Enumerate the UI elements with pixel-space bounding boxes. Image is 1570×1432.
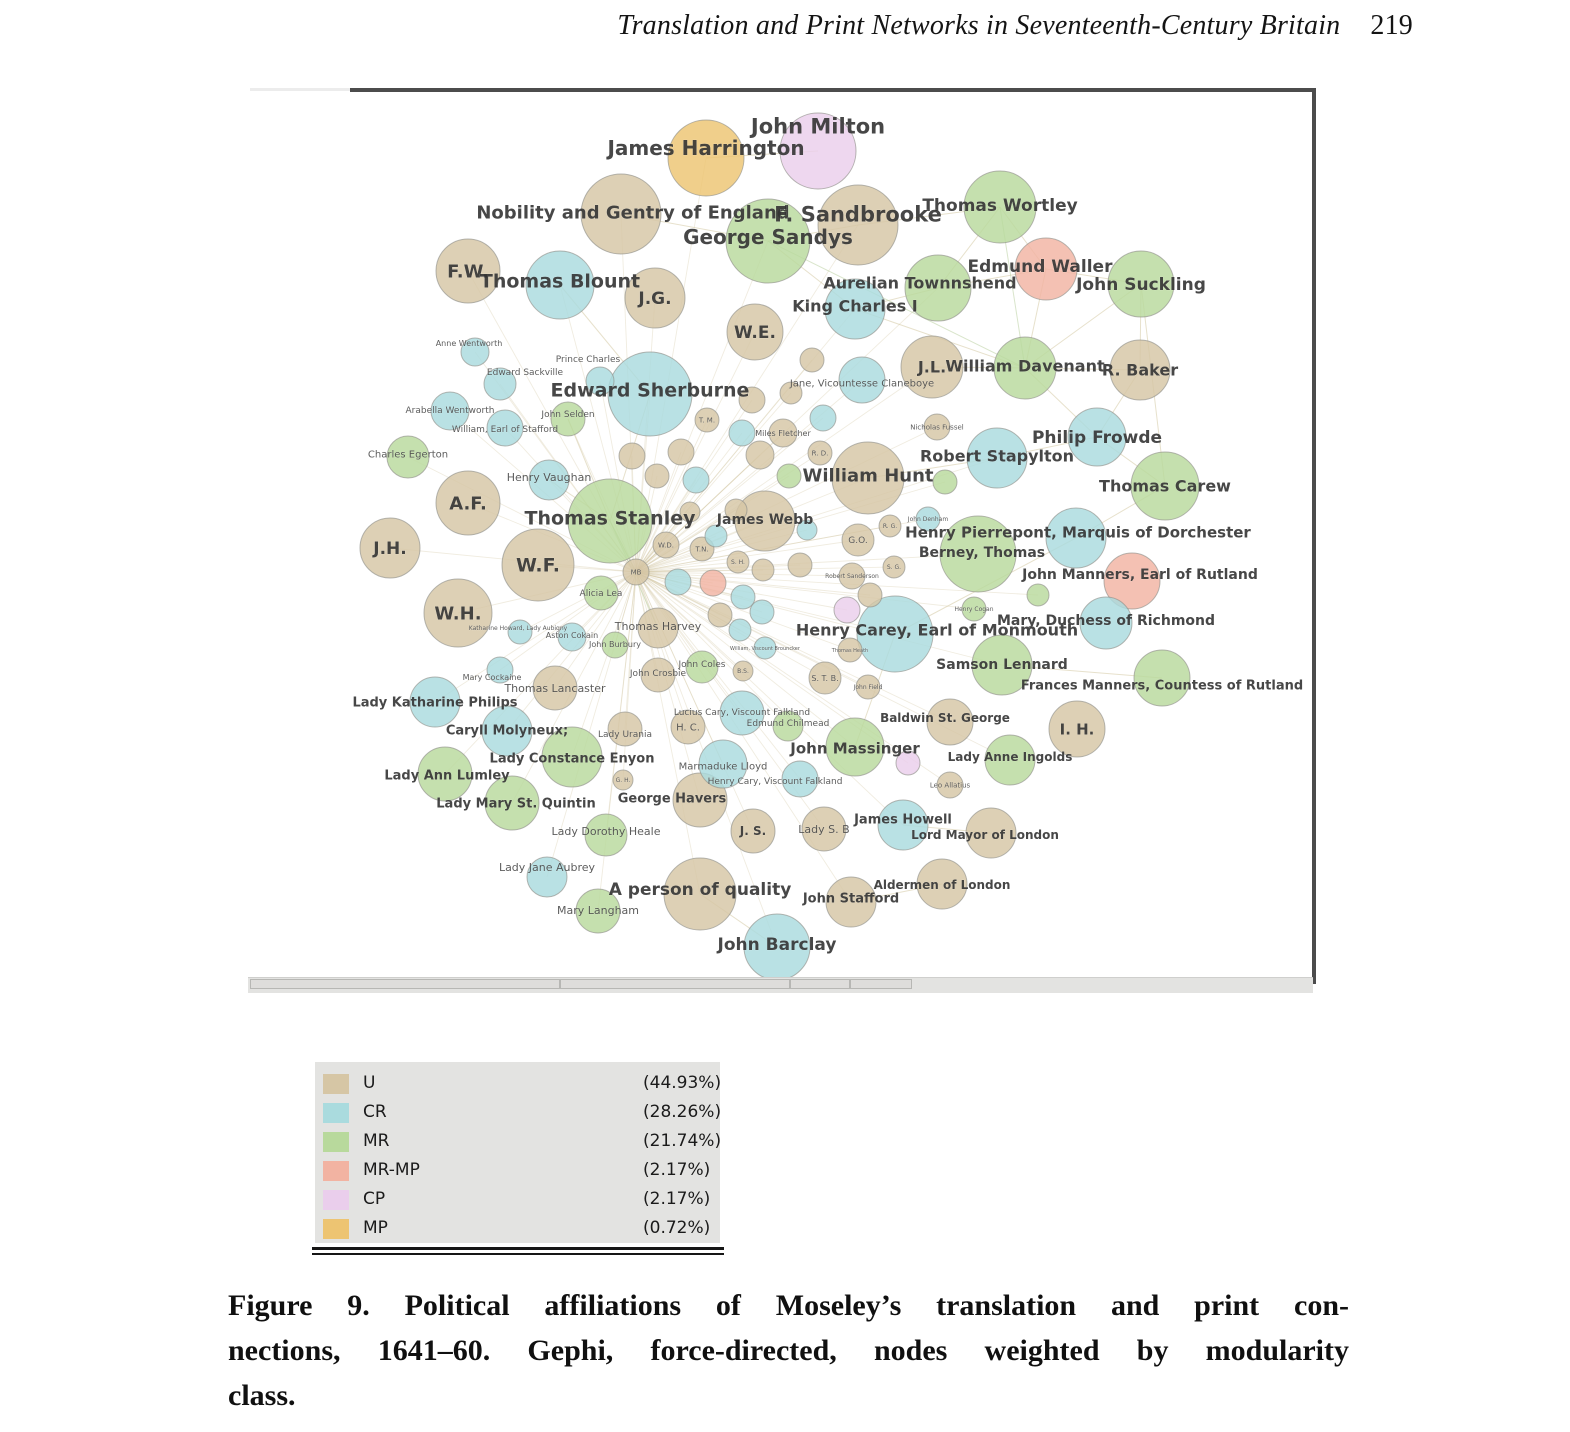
network-node-label: B.S. [737,668,749,676]
network-node-label: Robert Sanderson [825,573,879,581]
legend-swatch [323,1103,349,1123]
legend-percentage: (28.26%) [643,1102,722,1122]
legend-swatch [323,1190,349,1210]
network-node [645,464,669,488]
network-node-label: John Coles [678,660,726,671]
network-node [800,348,824,372]
network-node-label: John Suckling [1076,274,1206,295]
network-node-label: Marmaduke Lloyd [678,761,768,773]
legend-label: CR [363,1102,387,1122]
network-node-label: J.L. [917,357,947,377]
legend-percentage: (44.93%) [643,1073,722,1093]
network-node-label: King Charles I [792,296,918,316]
network-node-label: Edmund Chilmead [746,719,830,730]
network-node [858,583,882,607]
network-node-label: Charles Egerton [367,449,449,461]
network-node-label: J. S. [739,824,767,839]
network-node [777,464,801,488]
network-node-label: Henry Cogan [954,606,994,614]
network-node [810,405,836,431]
legend-percentage: (0.72%) [643,1218,711,1238]
modularity-legend [315,1062,720,1243]
network-node-label: T. M. [698,416,716,425]
legend-bottom-rule [312,1247,724,1255]
network-node-label: Edward Sherburne [550,379,750,402]
legend-swatch [323,1219,349,1239]
network-node-label: William Hunt [802,465,934,487]
network-node [619,443,645,469]
network-node-label: Thomas Harvey [614,619,702,633]
network-node-label: Nobility and Gentry of England [476,202,790,224]
network-node-label: Robert Stapylton [919,446,1075,466]
network-node-label: Jane, Vicountesse Claneboye [789,378,935,390]
network-node-label: John Field [853,684,883,692]
legend-label: MP [363,1218,388,1238]
network-node-label: John Stafford [802,891,900,907]
network-node-label: James Harrington [607,136,805,160]
network-node [700,570,726,596]
network-node [668,439,694,465]
network-node-label: R. Baker [1101,360,1179,380]
network-node-label: I. H. [1059,720,1095,739]
network-node-label: Lady Dorothy Heale [551,824,661,838]
legend-row [323,1157,720,1186]
legend-label: CP [363,1189,386,1209]
network-node [608,712,642,746]
legend-label: MR-MP [363,1160,420,1180]
running-head [617,10,1413,42]
network-node-label: William, Viscount Brouncker [730,645,800,652]
network-node-label: W.H. [434,603,482,625]
network-node-label: Thomas Carew [1099,476,1231,496]
network-node-label: William Davenant [945,356,1105,376]
legend-row [323,1070,720,1099]
network-node-label: Lord Mayor of London [911,828,1059,843]
network-node-label: John Denham [907,516,949,524]
network-node-label: Thomas Lancaster [504,681,606,695]
network-node-label: F.W. [447,261,489,283]
network-node-label: Aston Cokain [545,630,599,640]
network-node-label: R. G. [882,523,898,531]
network-node [752,559,774,581]
network-node-label: John Crosbie [629,669,687,680]
network-node-label: W.D. [658,541,674,550]
page-number: 219 [1370,10,1413,41]
network-node-label: Arabella Wentworth [405,406,495,417]
network-node-label: Lady Katharine Philips [352,695,518,711]
network-node-label: George Sandys [683,225,853,249]
network-node [665,569,691,595]
network-node-label: Lady Jane Aubrey [498,860,596,874]
network-node-label: Henry Carey, Earl of Monmouth [795,620,1079,640]
network-node-label: Nicholas Fussel [910,423,964,432]
network-node-label: William, Earl of Stafford [451,425,559,436]
caption-line: nections, 1641–60. Gephi, force-directed, nodes weighted by modularity [228,1334,1349,1367]
network-node [750,600,774,624]
legend-swatch [323,1132,349,1152]
network-node [729,420,755,446]
network-node-label: Thomas Wortley [922,195,1078,216]
network-node-label: G.O. [848,536,868,547]
network-node-label: John Burbury [589,639,641,649]
legend-swatch [323,1074,349,1094]
network-node-label: Henry Cary, Viscount Falkland [707,777,843,788]
network-node-label: John Massinger [790,739,920,758]
network-node [705,525,727,547]
legend-row [323,1215,720,1244]
network-node-label: A.F. [449,493,487,515]
network-graph [248,92,1315,977]
network-node-label: Lucius Cary, Viscount Falkland [673,708,811,719]
network-node-label: S. G. [886,564,902,572]
network-node-label: Lady Constance Enyon [489,751,655,767]
network-node-label: Henry Vaughan [506,470,592,484]
statusbar-segment [250,979,560,989]
legend-row [323,1186,720,1215]
network-node [788,553,812,577]
statusbar-segment [790,979,850,989]
network-node-label: Thomas Blount [479,270,641,293]
network-node-label: Anne Wentworth [435,338,503,348]
network-node-label: Miles Fletcher [755,428,811,438]
network-node-label: Leo Allatius [929,781,971,790]
figure-border-top-light [250,88,350,91]
figure-caption [228,1283,1349,1418]
network-node-label: F. Sandbrooke [774,202,942,227]
legend-percentage: (21.74%) [643,1131,722,1151]
network-node-label: Caryll Molyneux; [445,723,569,739]
network-node-label: Baldwin St. George [880,711,1010,726]
network-node-label: Lady Ann Lumley [384,768,510,784]
network-node-label: Mary, Duchess of Richmond [996,612,1216,629]
network-node-label: G. H. [615,777,631,785]
network-node-label: Mary Langham [556,903,640,917]
network-node-label: James Webb [716,511,814,528]
legend-percentage: (2.17%) [643,1189,711,1209]
network-node-label: H. C. [676,722,700,734]
legend-swatch [323,1161,349,1181]
network-node-label: Aurelian Townnshend [823,273,1017,293]
network-node [834,597,860,623]
network-node-label: James Howell [854,812,952,828]
statusbar-segment [560,979,790,989]
statusbar-segment [850,979,912,989]
network-node [729,619,751,641]
network-node-label: Lady S. B [798,822,850,836]
network-node-label: John Milton [750,114,886,139]
network-node-label: Lady Anne Ingolds [947,750,1073,765]
network-node [933,470,957,494]
network-node-label: Aldermen of London [873,878,1011,893]
network-node-label: R. D. [811,449,829,458]
network-node-label: J.G. [638,288,672,309]
network-node-label: Katharine Howard, Lady Aubigny [468,625,568,633]
network-node-label: Prince Charles [555,355,621,366]
network-node-label: Henry Pierrepont, Marquis of Dorchester [905,523,1251,542]
network-node-label: Frances Manners, Countess of Rutland [1020,678,1304,694]
network-node-label: S. H. [731,559,745,567]
network-node-label: Edmund Waller [967,256,1113,277]
network-node [683,467,709,493]
legend-label: U [363,1073,376,1093]
network-node-label: George Havers [617,791,727,807]
network-node-label: Lady Mary St. Quintin [436,796,596,812]
network-node-label: Mary Cockaine [462,672,522,682]
network-node-label: S. T. B. [811,673,839,683]
running-head-title: Translation and Print Networks in Seventeenth-Century Britain [617,10,1341,41]
legend-row [323,1128,720,1157]
network-node-label: Berney, Thomas [918,544,1046,561]
network-node-label: J.H. [373,538,407,559]
network-node [1027,584,1049,606]
network-node-label: John Barclay [717,934,837,955]
network-node-label: Edward Sackville [486,368,564,379]
network-node-label: W.F. [515,554,561,577]
network-node-label: Philip Frowde [1031,427,1163,448]
network-node-label: John Selden [541,410,595,421]
network-node-label: T.N. [695,545,709,554]
figure-statusbar [248,977,1313,993]
network-node [746,441,774,469]
network-node-label: Thomas Heath [831,647,869,654]
legend-row [323,1099,720,1128]
legend-percentage: (2.17%) [643,1160,711,1180]
network-node-label: Thomas Stanley [524,507,696,530]
caption-line: class. [228,1379,296,1412]
network-node [708,603,732,627]
network-node-label: Samson Lennard [936,656,1068,673]
network-node-label: MB [630,568,642,577]
network-node-label: Alicia Lea [579,589,623,600]
network-node-label: A person of quality [608,879,792,900]
legend-label: MR [363,1131,390,1151]
network-node-label: Lady Urania [598,730,652,741]
caption-line: Figure 9. Political affiliations of Moseley’s translation and print con- [228,1289,1349,1322]
network-node-label: John Manners, Earl of Rutland [1022,566,1258,583]
network-node-label: W.E. [734,322,776,343]
